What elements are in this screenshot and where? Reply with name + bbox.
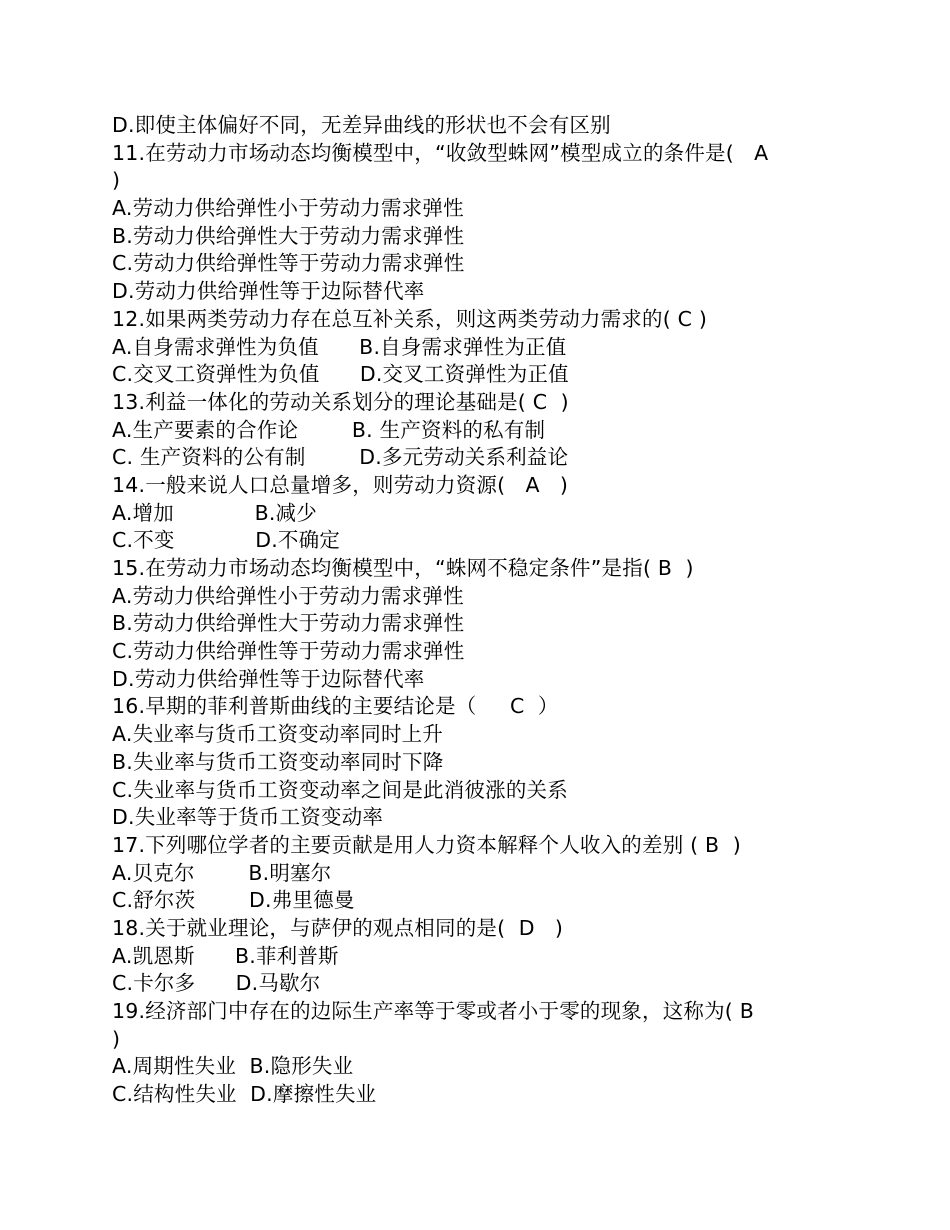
text-line: 16.早期的菲利普斯曲线的主要结论是（ C ） [112, 694, 559, 719]
text-line: C.失业率与货币工资变动率之间是此消彼涨的关系 [112, 777, 568, 802]
text-line: 17.下列哪位学者的主要贡献是用人力资本解释个人收入的差别 ( B ) [112, 832, 741, 857]
text-line: 14.一般来说人口总量增多，则劳动力资源( A ) [112, 472, 569, 497]
text-line: C.劳动力供给弹性等于劳动力需求弹性 [112, 639, 465, 664]
text-line: C.卡尔多 D.马歇尔 [112, 971, 321, 996]
text-line: 18.关于就业理论，与萨伊的观点相同的是( D ) [112, 915, 564, 940]
text-line: A.贝克尔 B.明塞尔 [112, 860, 332, 885]
text-line: ) [112, 1026, 121, 1051]
text-line: 15.在劳动力市场动态均衡模型中，“蛛网不稳定条件”是指( B ) [112, 556, 694, 580]
text-line: B.劳动力供给弹性大于劳动力需求弹性 [112, 611, 465, 636]
text-line: C.结构性失业 D.摩擦性失业 [112, 1082, 377, 1107]
text-line: D.劳动力供给弹性等于边际替代率 [112, 666, 425, 691]
text-line: A.生产要素的合作论 B. 生产资料的私有制 [112, 417, 546, 442]
text-line: C.交叉工资弹性为负值 D.交叉工资弹性为正值 [112, 362, 569, 387]
text-line: B.失业率与货币工资变动率同时下降 [112, 749, 444, 774]
text-line: A.凯恩斯 B.菲利普斯 [112, 943, 339, 968]
text-line: A.劳动力供给弹性小于劳动力需求弹性 [112, 583, 464, 608]
text-line: D.劳动力供给弹性等于边际替代率 [112, 279, 425, 304]
text-line: C.不变 D.不确定 [112, 528, 341, 553]
text-line: A.失业率与货币工资变动率同时上升 [112, 722, 444, 747]
text-line: D.失业率等于货币工资变动率 [112, 805, 384, 830]
text-line: 12.如果两类劳动力存在总互补关系，则这两类劳动力需求的( C ) [112, 306, 708, 331]
text-line: C. 生产资料的公有制 D.多元劳动关系利益论 [112, 445, 569, 470]
text-line: A.劳动力供给弹性小于劳动力需求弹性 [112, 196, 464, 221]
text-line: 11.在劳动力市场动态均衡模型中，“收敛型蛛网”模型成立的条件是( A [112, 140, 769, 165]
text-line: A.自身需求弹性为负值 B.自身需求弹性为正值 [112, 334, 567, 359]
text-line: B.劳动力供给弹性大于劳动力需求弹性 [112, 223, 465, 248]
text-line: 19.经济部门中存在的边际生产率等于零或者小于零的现象，这称为( B [112, 999, 754, 1023]
text-line: C.劳动力供给弹性等于劳动力需求弹性 [112, 251, 465, 276]
text-line: 13.利益一体化的劳动关系划分的理论基础是( C ) [112, 389, 569, 414]
text-line: A.周期性失业 B.隐形失业 [112, 1054, 354, 1079]
text-line: A.增加 B.减少 [112, 500, 317, 525]
text-line: D.即使主体偏好不同，无差异曲线的形状也不会有区别 [112, 113, 611, 137]
text-line: C.舒尔茨 D.弗里德曼 [112, 888, 355, 913]
text-line: ) [112, 168, 121, 193]
document-page [112, 112, 832, 1109]
